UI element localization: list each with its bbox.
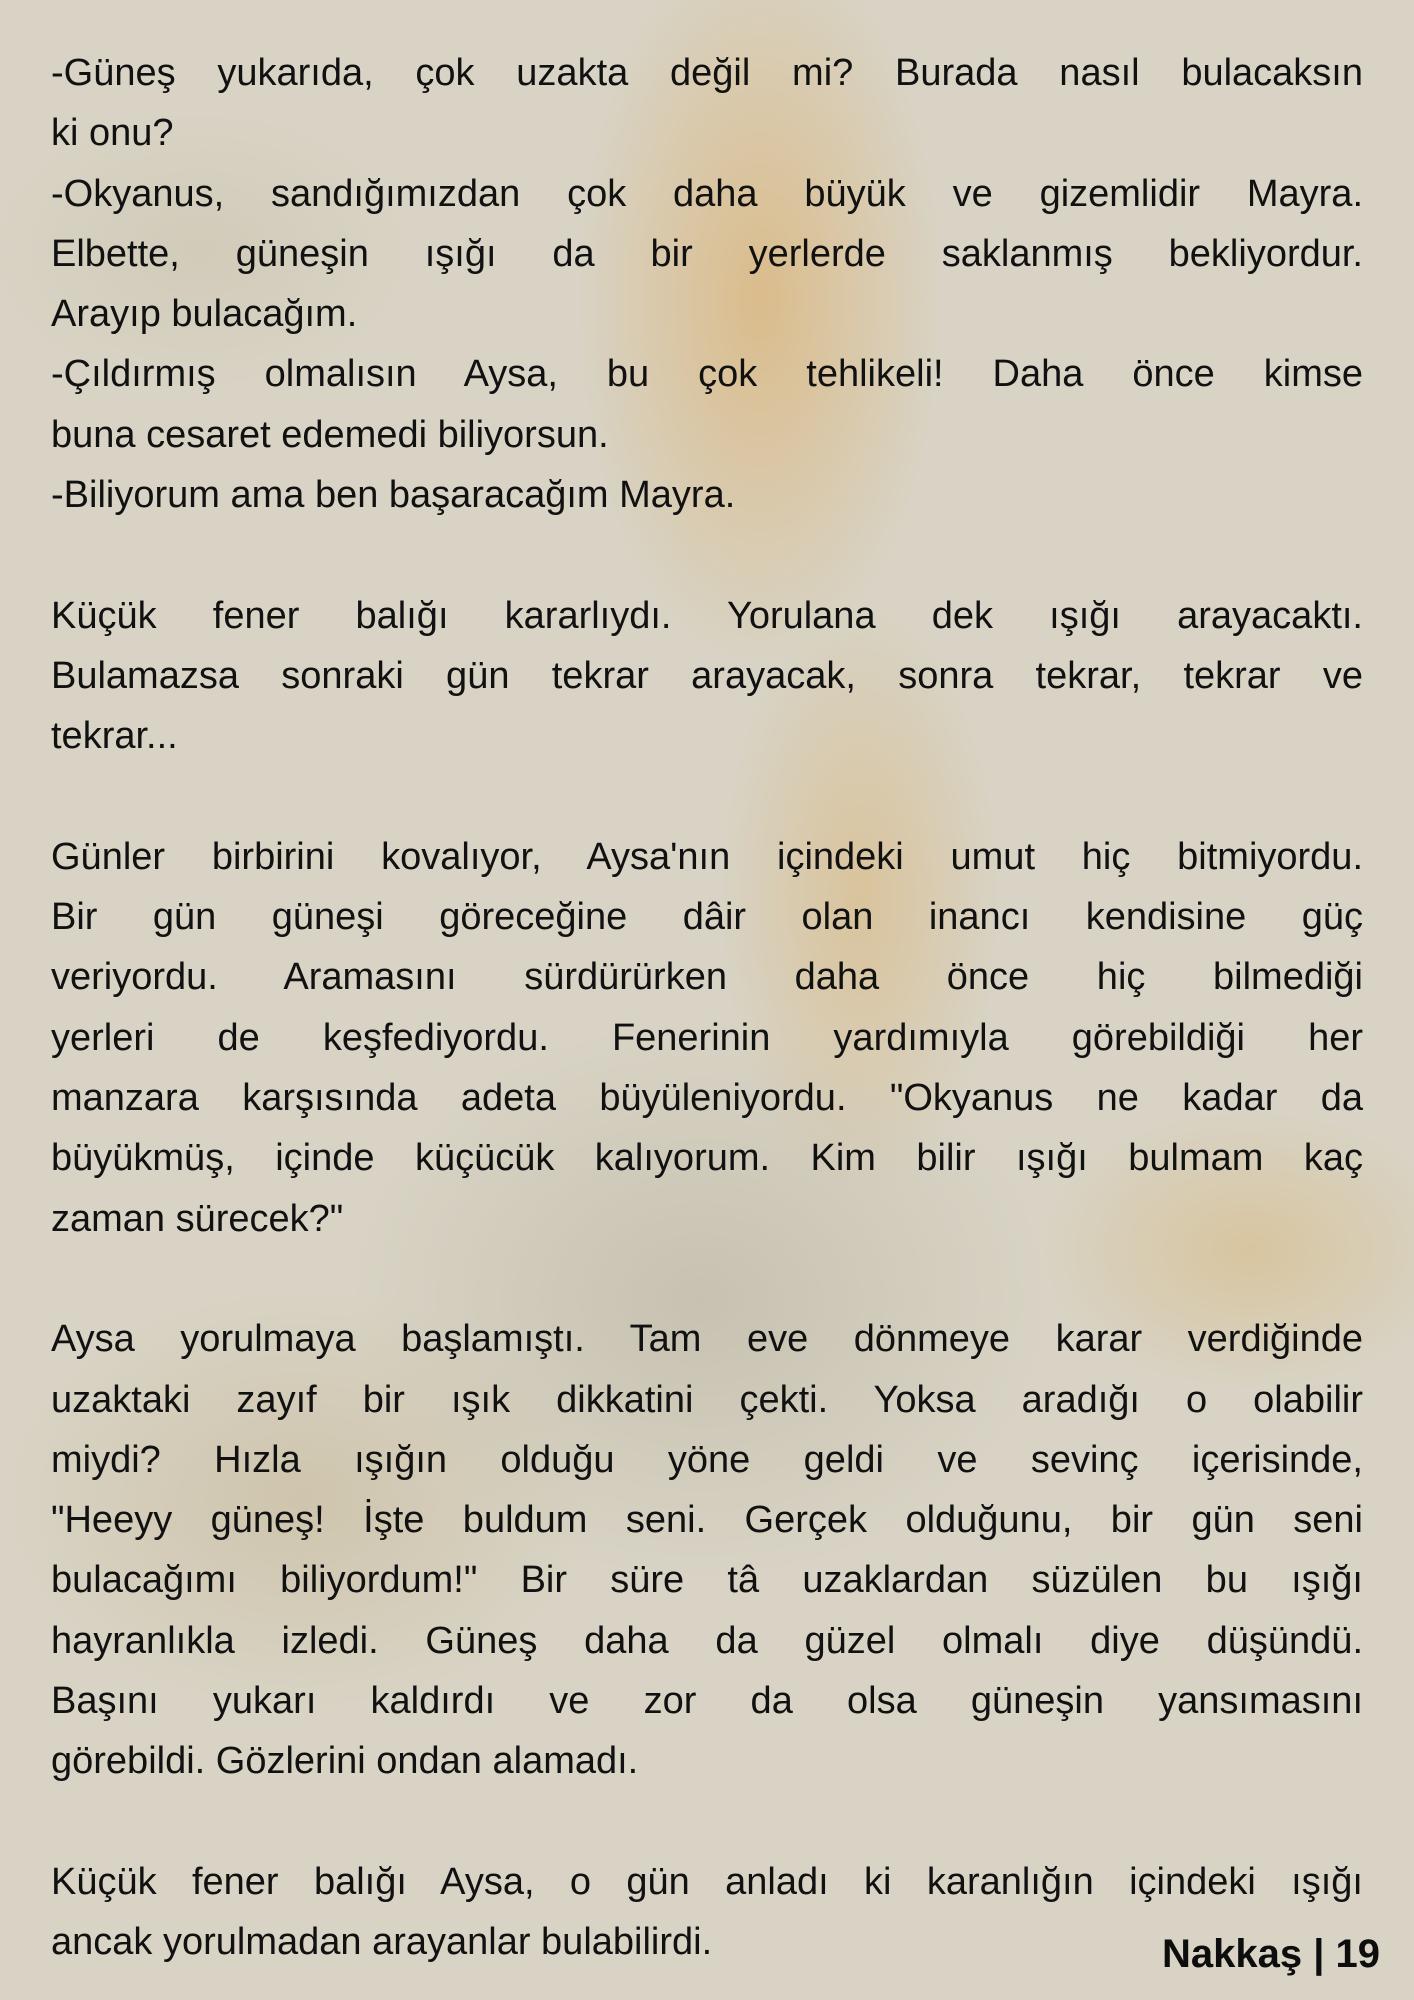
paragraph bbox=[51, 465, 1363, 525]
text-line: Arayıp bulacağım. bbox=[51, 293, 358, 336]
text-line: Bir gün güneşi göreceğine dâir olan inancı kendisine güç bbox=[51, 896, 1363, 939]
text-line: Küçük fener balığı Aysa, o gün anladı ki karanlığın içindeki ışığı bbox=[51, 1860, 1363, 1903]
paragraph bbox=[51, 43, 1363, 164]
text-line: Elbette, güneşin ışığı da bir yerlerde saklanmış bekliyordur. bbox=[51, 232, 1363, 275]
text-line: manzara karşısında adeta büyüleniyordu. "Okyanus ne kadar da bbox=[51, 1077, 1363, 1120]
text-line: "Heeyy güneş! İşte buldum seni. Gerçek olduğunu, bir gün seni bbox=[51, 1499, 1363, 1542]
text-line: -Biliyorum ama ben başaracağım Mayra. bbox=[51, 474, 736, 517]
text-line: Küçük fener balığı kararlıydı. Yorulana dek ışığı arayacaktı. bbox=[51, 594, 1363, 637]
text-line: Aysa yorulmaya başlamıştı. Tam eve dönmeye karar verdiğinde bbox=[51, 1318, 1363, 1361]
text-line: görebildi. Gözlerini ondan alamadı. bbox=[51, 1740, 639, 1783]
text-line: veriyordu. Aramasını sürdürürken daha önce hiç bilmediği bbox=[51, 956, 1363, 999]
paragraph bbox=[51, 344, 1363, 465]
text-line: -Okyanus, sandığımızdan çok daha büyük ve gizemlidir Mayra. bbox=[51, 172, 1363, 215]
text-line: buna cesaret edemedi biliyorsun. bbox=[51, 413, 609, 456]
paragraph-gap bbox=[51, 767, 1363, 827]
paragraph bbox=[51, 586, 1363, 767]
paragraph-gap bbox=[51, 1249, 1363, 1309]
text-line: ki onu? bbox=[51, 112, 174, 155]
text-line: Bulamazsa sonraki gün tekrar arayacak, sonra tekrar, tekrar ve bbox=[51, 654, 1363, 697]
story-text bbox=[51, 43, 1363, 1973]
text-line: hayranlıkla izledi. Güneş daha da güzel olmalı diye düşündü. bbox=[51, 1619, 1363, 1662]
page-footer: Nakkaş | 19 bbox=[1161, 1932, 1380, 1976]
text-line: yerleri de keşfediyordu. Fenerinin yardımıyla görebildiği her bbox=[51, 1016, 1363, 1059]
text-line: uzaktaki zayıf bir ışık dikkatini çekti. Yoksa aradığı o olabilir bbox=[51, 1378, 1363, 1421]
text-line: -Güneş yukarıda, çok uzakta değil mi? Burada nasıl bulacaksın bbox=[51, 52, 1363, 94]
text-line: Başını yukarı kaldırdı ve zor da olsa güneşin yansımasını bbox=[51, 1680, 1363, 1723]
text-line: tekrar... bbox=[51, 715, 178, 758]
text-line: -Çıldırmış olmalısın Aysa, bu çok tehlikeli! Daha önce kimse bbox=[51, 353, 1363, 396]
text-line: Günler birbirini kovalıyor, Aysa'nın içindeki umut hiç bitmiyordu. bbox=[51, 835, 1363, 878]
paragraph-gap bbox=[51, 525, 1363, 585]
paragraph bbox=[51, 827, 1363, 1249]
paragraph bbox=[51, 1309, 1363, 1791]
text-line: büyükmüş, içinde küçücük kalıyorum. Kim bilir ışığı bulmam kaç bbox=[51, 1137, 1363, 1180]
text-line: ancak yorulmadan arayanlar bulabilirdi. bbox=[51, 1921, 713, 1964]
paragraph-gap bbox=[51, 1792, 1363, 1852]
text-line: zaman sürecek?" bbox=[51, 1197, 344, 1240]
text-line: bulacağımı biliyordum!" Bir süre tâ uzaklardan süzülen bu ışığı bbox=[51, 1559, 1363, 1602]
paragraph bbox=[51, 164, 1363, 345]
text-line: miydi? Hızla ışığın olduğu yöne geldi ve sevinç içerisinde, bbox=[51, 1438, 1363, 1481]
